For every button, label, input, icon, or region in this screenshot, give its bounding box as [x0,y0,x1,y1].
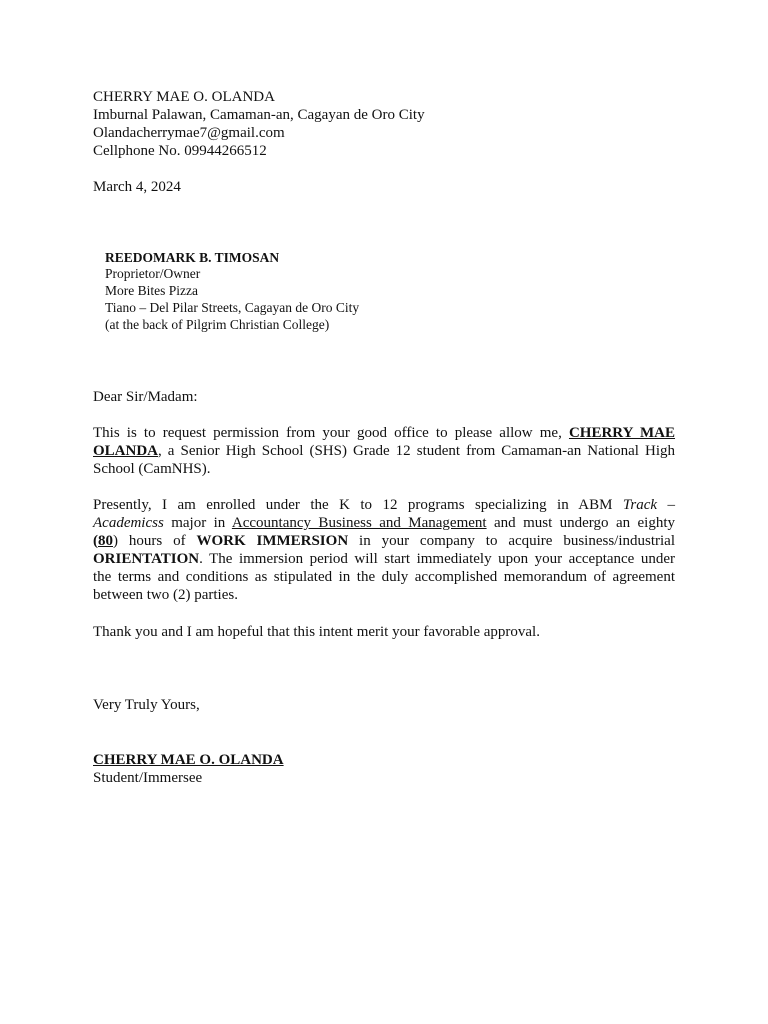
recipient-note: (at the back of Pilgrim Christian College) [105,317,330,332]
hours-value: 80 [98,533,113,549]
paragraph-2-line-3: (80) hours of WORK IMMERSION in your company to acquire business/industrial [93,533,675,549]
sender-address: Imburnal Palawan, Camaman-an, Cagayan de Oro City [93,107,425,123]
body-paragraph-1 [93,424,675,478]
paragraph-1-line-3: School (CamNHS). [93,461,211,477]
work-immersion-emphasis: WORK IMMERSION [196,533,349,549]
paragraph-1-line-2: OLANDA, a Senior High School (SHS) Grade 12 student from Camaman-an National High [93,443,675,459]
salutation: Dear Sir/Madam: [93,389,198,405]
recipient-title: Proprietor/Owner [105,266,201,281]
recipient-address: Tiano – Del Pilar Streets, Cagayan de Oro City [105,300,360,315]
recipient-company: More Bites Pizza [105,283,198,298]
sender-phone: Cellphone No. 09944266512 [93,143,267,159]
closing: Very Truly Yours, [93,697,200,713]
sender-name: CHERRY MAE O. OLANDA [93,89,275,105]
signature-role: Student/Immersee [93,770,203,786]
paragraph-2-line-5: the terms and conditions as stipulated in the duly accomplished memorandum of agreement [93,569,675,585]
student-name-emphasis: CHERRY MAE [568,425,676,441]
paragraph-2-line-1: Presently, I am enrolled under the K to 12 programs specializing in ABM Track – [93,497,676,513]
orientation-emphasis: ORIENTATION [93,551,200,567]
body-paragraph-3: Thank you and I am hopeful that this intent merit your favorable approval. [93,624,540,640]
signature-name: CHERRY MAE O. OLANDA [93,752,284,768]
letter-date: March 4, 2024 [93,179,181,195]
strand-name: Accountancy Business and Management [231,515,487,531]
paragraph-2-line-4: ORIENTATION. The immersion period will start immediately upon your acceptance under [93,551,675,567]
sender-email: Olandacherrymae7@gmail.com [93,125,285,141]
recipient-name: REEDOMARK B. TIMOSAN [105,250,280,265]
paragraph-1-line-1: This is to request permission from your good office to please allow me, CHERRY MAE [93,425,676,441]
paragraph-2-line-6: between two (2) parties. [93,587,238,603]
paragraph-2-line-2: Academicss major in Accountancy Business and Management and must undergo an eighty [93,515,676,531]
body-paragraph-2 [93,496,675,604]
